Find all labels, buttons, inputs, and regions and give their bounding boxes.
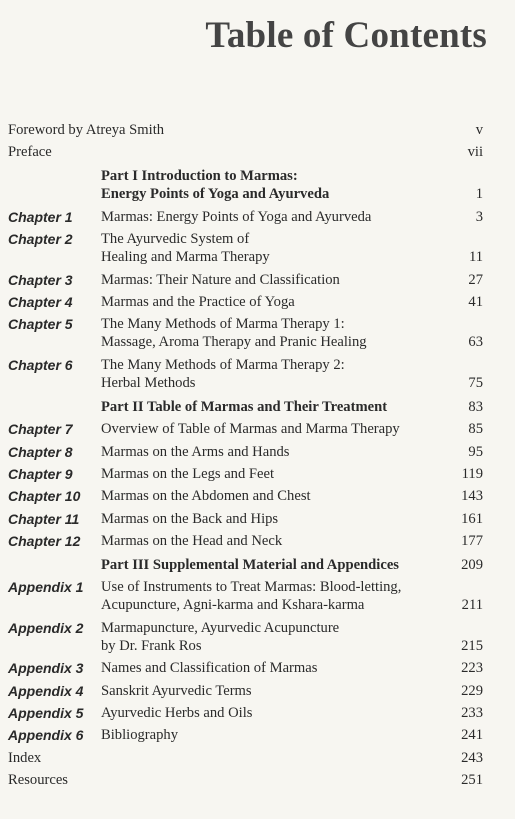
toc-entry: [8, 726, 483, 744]
toc-entry: [8, 143, 483, 161]
toc-entry: [8, 121, 483, 139]
toc-entry: [8, 465, 483, 483]
toc-entry-title: Bibliography: [101, 727, 179, 744]
toc-entry-label: Appendix 6: [8, 727, 84, 744]
toc-entry-title: Marmas on the Abdomen and Chest: [101, 488, 311, 505]
toc-entry-page: 251: [461, 772, 483, 789]
toc-entry-title: Index: [8, 749, 42, 766]
toc-entry: [8, 532, 483, 550]
toc-entry-page: 83: [468, 398, 483, 415]
toc-entry-label: Chapter 9: [8, 465, 73, 482]
toc-entry-page: 229: [461, 682, 483, 699]
toc-entry-title: Names and Classification of Marmas: [101, 660, 318, 677]
toc-entry-page: 243: [461, 749, 483, 766]
toc-entry-title: The Many Methods of Marma Therapy 1: Massage, Aroma Therapy and Pranic Healing: [101, 316, 367, 351]
toc-entry: [8, 682, 483, 700]
toc-entry-label: Chapter 4: [8, 293, 73, 310]
toc-entry: [8, 398, 483, 416]
page-title: Table of Contents: [205, 15, 487, 56]
toc-entry-page: 161: [461, 510, 483, 527]
toc-entry-title: Marmas on the Legs and Feet: [101, 465, 275, 482]
toc-entry-title: Marmas on the Back and Hips: [101, 510, 279, 527]
toc-entry-label: Chapter 3: [8, 271, 73, 288]
toc-entry-title: Marmapuncture, Ayurvedic Acupuncture by Dr. Frank Ros: [101, 619, 340, 654]
toc-entry: [8, 443, 483, 461]
toc-entry-label: Chapter 12: [8, 533, 81, 550]
toc-entry-title: Preface: [8, 144, 52, 161]
toc-entry-page: 3: [475, 208, 483, 225]
toc-entry-label: Chapter 7: [8, 421, 73, 438]
toc-entry-label: Chapter 11: [8, 510, 80, 527]
toc-entry-label: Chapter 10: [8, 488, 81, 505]
toc-entry: [8, 167, 483, 203]
toc-entry: [8, 771, 483, 789]
toc-entry: [8, 208, 483, 226]
toc-entry-title: Sanskrit Ayurvedic Terms: [101, 682, 252, 699]
toc-entry-page: 95: [468, 443, 483, 460]
toc-entry-label: Chapter 2: [8, 231, 73, 248]
toc-entry-page: 27: [468, 271, 483, 288]
toc-entry: [8, 510, 483, 528]
toc-entry-page: 211: [461, 597, 483, 614]
toc-entry-label: Chapter 5: [8, 316, 73, 333]
toc-entry: [8, 356, 483, 392]
toc-entry-page: 41: [468, 293, 483, 310]
toc-entry-label: Appendix 4: [8, 682, 84, 699]
toc-entry-page: 1: [475, 186, 483, 203]
toc-entry: [8, 619, 483, 655]
toc-entry-page: 215: [461, 637, 483, 654]
toc-entry-title: Marmas on the Head and Neck: [101, 533, 283, 550]
toc-entry-page: 63: [468, 334, 483, 351]
toc-entry-title: Marmas and the Practice of Yoga: [101, 293, 295, 310]
toc-entry-page: 143: [461, 488, 483, 505]
toc-entry: [8, 578, 483, 614]
toc-entry: [8, 420, 483, 438]
toc-entry-title: Resources: [8, 772, 68, 789]
toc-entry-title: Part III Supplemental Material and Appendices: [101, 557, 399, 574]
toc-entry: [8, 704, 483, 722]
toc-entry: [8, 271, 483, 289]
toc-entry-title: Overview of Table of Marmas and Marma Therapy: [101, 421, 400, 438]
toc-entry-page: vii: [467, 144, 483, 161]
toc-entry-label: Appendix 3: [8, 660, 84, 677]
toc-entry-page: 241: [461, 727, 483, 744]
toc-entry-page: 85: [468, 421, 483, 438]
toc-entry-label: Appendix 2: [8, 619, 84, 636]
toc-entry-title: Foreword by Atreya Smith: [8, 122, 165, 138]
toc-entry-label: Chapter 6: [8, 356, 73, 373]
toc-entry-page: 75: [468, 374, 483, 391]
toc-entry-title: Part I Introduction to Marmas: Energy Points of Yoga and Ayurveda: [101, 168, 330, 203]
toc-entry: [8, 556, 483, 574]
toc-entry: [8, 315, 483, 351]
toc-entry: [8, 659, 483, 677]
toc-entry-title: Marmas on the Arms and Hands: [101, 443, 290, 460]
toc-entry-page: v: [475, 122, 483, 138]
toc-list: [8, 121, 483, 794]
toc-entry-title: Marmas: Energy Points of Yoga and Ayurveda: [101, 208, 372, 225]
toc-entry-title: Part II Table of Marmas and Their Treatment: [101, 398, 388, 415]
toc-entry-title: Marmas: Their Nature and Classification: [101, 271, 340, 288]
toc-entry: [8, 230, 483, 266]
toc-entry-title: Ayurvedic Herbs and Oils: [101, 705, 253, 722]
toc-entry: [8, 487, 483, 505]
toc-entry-title: The Ayurvedic System of Healing and Marma Therapy: [101, 231, 270, 266]
toc-entry-label: Chapter 8: [8, 443, 73, 460]
toc-entry: [8, 749, 483, 767]
toc-entry-label: Appendix 1: [8, 579, 84, 596]
toc-entry: [8, 293, 483, 311]
toc-entry-page: 11: [468, 249, 483, 266]
toc-entry-page: 223: [461, 660, 483, 677]
toc-entry-page: 119: [461, 465, 483, 482]
toc-entry-page: 177: [461, 533, 483, 550]
toc-entry-label: Appendix 5: [8, 705, 84, 722]
toc-entry-page: 209: [461, 557, 483, 574]
toc-entry-title: Use of Instruments to Treat Marmas: Blood-letting, Acupuncture, Agni-karma and Kshara-karma: [101, 579, 402, 614]
toc-entry-label: Chapter 1: [8, 208, 73, 225]
toc-entry-title: The Many Methods of Marma Therapy 2: Herbal Methods: [101, 356, 345, 391]
toc-entry-page: 233: [461, 705, 483, 722]
